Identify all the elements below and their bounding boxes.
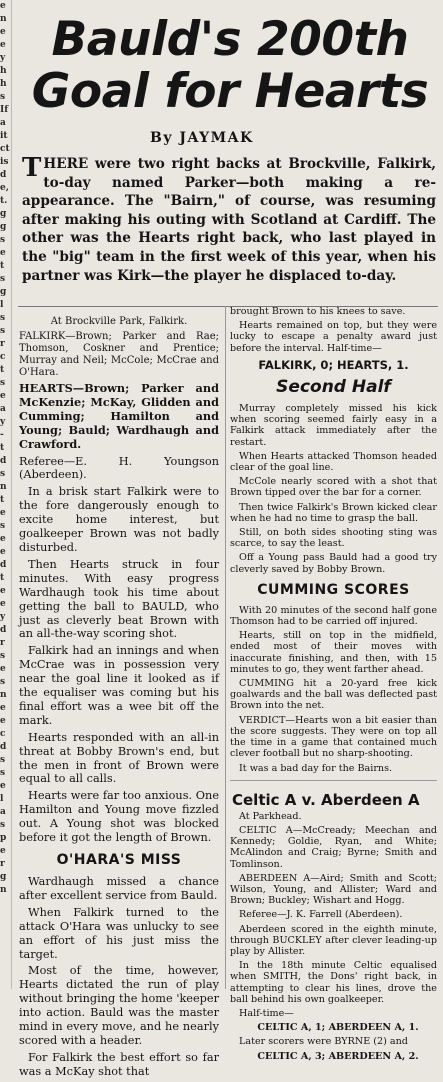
paragraph: Then twice Falkirk's Brown kicked clear when he had no time to grasp the ball.: [230, 501, 437, 524]
fragment-text: g: [0, 872, 7, 882]
fragment-text: n: [0, 14, 7, 24]
fragment-text: e: [0, 846, 6, 856]
subheading: CUMMING SCORES: [257, 581, 410, 598]
fragment-text: d: [0, 560, 7, 570]
fragment-text: n: [0, 482, 7, 492]
fragment-text: r: [0, 859, 5, 869]
fragment-text: s: [0, 755, 6, 765]
fragment-text: t: [0, 443, 5, 453]
referee: Referee—J. K. Farrell (Aberdeen).: [239, 909, 403, 921]
fragment-text: n: [0, 690, 7, 700]
paragraph: Later scorers were BYRNE (2) and: [239, 1036, 408, 1048]
fragment-text: t: [0, 365, 5, 375]
paragraph: Hearts, still on top in the midfield, ended most of their moves with inaccurate finishing, and then, with 15 minutes to go, they went farther ahead.: [230, 630, 437, 675]
fragment-text: y: [0, 612, 6, 622]
divider: [230, 780, 437, 781]
byline: By JAYMAK: [150, 130, 254, 146]
fragment-text: e: [0, 547, 6, 557]
fragment-text: a: [0, 404, 6, 414]
fragment-text: d: [0, 742, 7, 752]
fragment-text: s: [0, 378, 6, 388]
fragment-text: s: [0, 820, 6, 830]
fragment-text: d: [0, 170, 7, 180]
fragment-text: e: [0, 534, 6, 544]
paragraph: Aberdeen scored in the eighth minute, through BUCKLEY after clever leading-up play by Allister.: [230, 923, 437, 957]
subheading: Celtic A v. Aberdeen A: [232, 790, 420, 809]
paragraph: When Hearts attacked Thomson headed clear of the goal line.: [230, 450, 437, 474]
fragment-text: g: [0, 209, 7, 219]
subheading: O'HARA'S MISS: [56, 852, 182, 868]
fragment-text: s: [0, 274, 6, 284]
fragment-text: e: [0, 27, 6, 37]
paragraph: Falkirk had an innings and when McCrae was in possession very near the goal line it looked as if the equaliser was coming but his final effort was a wee bit off the mark.: [19, 644, 219, 727]
paragraph: When Falkirk turned to the attack O'Hara was unlucky to see an effort of his just miss the target.: [19, 905, 219, 961]
paragraph: With 20 minutes of the second half gone Thomson had to be carried off injured.: [230, 604, 437, 628]
fragment-text: e: [0, 508, 6, 518]
hearts-lineup: HEARTS—Brown; Parker and McKenzie; McKay, Glidden and Cumming; Hamilton and Young; Bauld; Wardhaugh and Crawford.: [19, 381, 219, 451]
subheading: Second Half: [276, 377, 391, 398]
fragment-text: e: [0, 664, 6, 674]
venue: At Parkhead.: [239, 810, 302, 822]
paragraph: In a brisk start Falkirk were to the fore dangerously enough to excite home interest, but goalkeeper Brown was not badly disturbed.: [19, 485, 219, 554]
fragment-text: h: [0, 66, 7, 76]
paragraph: Hearts were far too anxious. One Hamilton and Young move fizzled out. A Young shot was blocked before it got the length of Brown.: [19, 789, 219, 845]
fragment-text: If: [0, 105, 9, 115]
fragment-text: c: [0, 729, 6, 739]
fragment-text: n: [0, 885, 7, 895]
venue: At Brockville Park, Falkirk.: [50, 316, 188, 327]
paragraph: Half-time—: [239, 1007, 294, 1019]
score-line: CELTIC A, 1; ABERDEEN A, 1.: [257, 1022, 419, 1034]
fragment-text: s: [0, 768, 6, 778]
fragment-text: s: [0, 235, 6, 245]
fragment-text: e,: [0, 183, 9, 193]
fragment-text: h: [0, 79, 7, 89]
paragraph: Hearts remained on top, but they were lucky to escape a penalty award just before the interval. Half-time—: [230, 320, 437, 354]
fragment-text: r: [0, 339, 5, 349]
fragment-text: e: [0, 248, 6, 258]
fragment-text: l: [0, 300, 4, 310]
paragraph: Murray completely missed his kick when scoring seemed fairly easy in a Falkirk attack immediately after the restart.: [230, 403, 437, 448]
fragment-text: t: [0, 261, 5, 271]
column-left: [19, 316, 219, 1082]
fragment-text: c: [0, 352, 6, 362]
paragraph: Still, on both sides shooting sting was scarce, to say the least.: [230, 527, 437, 550]
paragraph: In the 18th minute Celtic equalised when SMITH, the Dons' right back, in attempting to clear his lines, drove the ball behind his own goalkeeper.: [230, 960, 437, 1005]
intro-paragraph: [22, 155, 436, 285]
paragraph: Hearts responded with an all-in threat at Bobby Brown's end, but the men in front of Brown were equal to all calls.: [19, 730, 219, 786]
headline: Bauld's 200th Goal for Hearts: [31, 12, 429, 119]
fragment-text: g: [0, 287, 7, 297]
fragment-text: ct: [0, 144, 10, 154]
fragment-text: e: [0, 1, 6, 11]
paragraph: CUMMING hit a 20-yard free kick goalwards and the ball was deflected past Brown into the net.: [230, 678, 437, 712]
aberdeen-lineup: ABERDEEN A—Aird; Smith and Scott; Wilson, Young, and Allister; Ward and Brown; Buckley; Wishart and Hogg.: [230, 872, 437, 907]
paragraph: brought Brown to his knees to save.: [230, 306, 406, 317]
fragment-text: e: [0, 40, 6, 50]
fragment-text: a: [0, 807, 6, 817]
fragment-text: s: [0, 326, 6, 336]
left-column-fragment: [0, 0, 12, 989]
fragment-text: d: [0, 625, 7, 635]
paragraph: Wardhaugh missed a chance after excellent service from Bauld.: [19, 875, 219, 902]
fragment-text: y: [0, 417, 6, 427]
fragment-text: it: [0, 131, 8, 141]
fragment-text: t: [0, 573, 5, 583]
referee: Referee—E. H. Youngson (Aberdeen).: [19, 454, 219, 482]
fragment-text: s: [0, 677, 6, 687]
fragment-text: e: [0, 781, 6, 791]
fragment-text: a: [0, 118, 6, 128]
paragraph: It was a bad day for the Bairns.: [239, 762, 393, 774]
fragment-text: e: [0, 391, 6, 401]
celtic-lineup: CELTIC A—McCready; Meechan and Kennedy; Goldie, Ryan, and White; McAlindon and Craig; Byrne; Smith and Tomlinson.: [230, 824, 437, 870]
score-line: CELTIC A, 3; ABERDEEN A, 2.: [257, 1050, 419, 1062]
fragment-text: e: [0, 716, 6, 726]
column-divider: [225, 306, 226, 989]
paragraph: Then Hearts struck in four minutes. With easy progress Wardhaugh took his time about getting the ball to BAULD, who just as cleverly beat Brown with an all-the-way scoring shot.: [19, 557, 219, 641]
fragment-text: t: [0, 495, 5, 505]
paragraph: For Falkirk the best effort so far was a McKay shot that: [19, 1050, 219, 1078]
fragment-text: e: [0, 599, 6, 609]
falkirk-lineup: FALKIRK—Brown; Parker and Rae; Thomson, Coskner and Prentice; Murray and Neil; McCole; McCrae and O'Hara.: [19, 331, 219, 378]
fragment-text: g: [0, 222, 7, 232]
fragment-text: e: [0, 703, 6, 713]
fragment-text: p: [0, 833, 7, 843]
drop-cap: T: [22, 153, 42, 183]
halftime-score: FALKIRK, 0; HEARTS, 1.: [258, 357, 409, 372]
fragment-text: r: [0, 638, 5, 648]
fragment-text: l: [0, 794, 4, 804]
intro-text: HERE were two right backs at Brockville, Falkirk, to-day named Parker—both making a re-appearance. The "Bairn," of course, was resuming after making his outing with Scotland at Cardiff. The other was the Hearts right back, who last played in the "big" team in the first week of this year, when his partner was Kirk—the player he displaced to-day.: [22, 156, 436, 284]
fragment-text: d: [0, 456, 7, 466]
paragraph: Most of the time, however, Hearts dictated the run of play without bringing the home 'keeper into action. Bauld was the master mind in every move, and he nearly scored with a header.: [19, 964, 219, 1047]
fragment-text: e: [0, 586, 6, 596]
verdict: VERDICT—Hearts won a bit easier than the score suggests. They were on top all the time in a game that contained much clever football but no sharp-shooting.: [230, 714, 437, 760]
fragment-text: s: [0, 469, 6, 479]
fragment-text: -: [0, 430, 4, 440]
column-right: [230, 306, 437, 1065]
fragment-text: t.: [0, 196, 8, 206]
fragment-text: s: [0, 651, 6, 661]
fragment-text: s: [0, 521, 6, 531]
fragment-text: y: [0, 53, 6, 63]
paragraph: Off a Young pass Bauld had a good try cleverly saved by Bobby Brown.: [230, 552, 437, 575]
fragment-text: s: [0, 313, 6, 323]
fragment-text: is: [0, 157, 9, 167]
fragment-text: s: [0, 92, 6, 102]
paragraph: McCole nearly scored with a shot that Brown tipped over the bar for a corner.: [230, 476, 437, 499]
